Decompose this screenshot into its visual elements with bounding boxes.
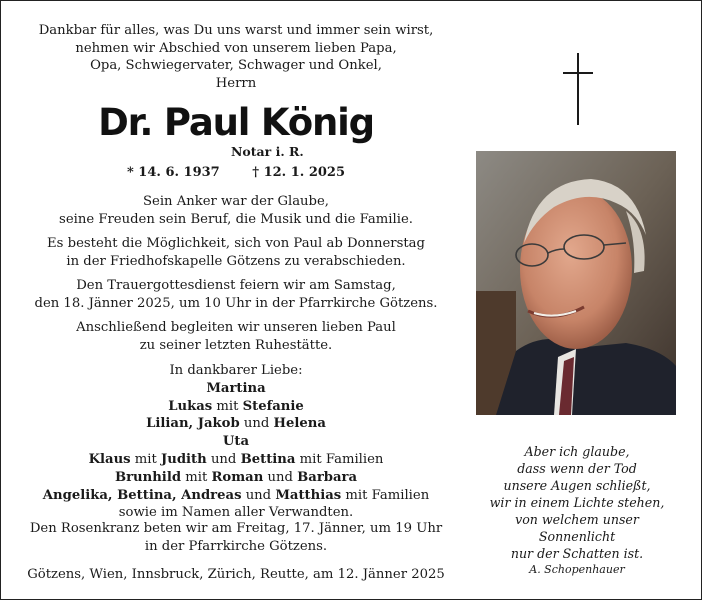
family-line [21, 415, 451, 433]
family-name: Lilian, Jakob [146, 416, 240, 432]
quote-line: nur der Schatten ist. [510, 546, 644, 561]
family-name: Lukas [168, 398, 213, 414]
family-line [21, 451, 451, 469]
quote-author: A. Schopenhauer [529, 563, 625, 576]
family-name: Matthias [275, 487, 342, 503]
family-connector: mit Familien [341, 487, 430, 503]
family-name: Uta [222, 434, 250, 450]
family-name: Klaus [88, 451, 131, 467]
deceased-title: Notar i. R. [231, 144, 304, 159]
birth-date: * 14. 6. 1937 [126, 165, 220, 180]
family-connector: und [263, 469, 298, 485]
family-connector: mit Familien [295, 451, 384, 467]
family-name: Barbara [297, 469, 358, 485]
paragraph-faith [21, 193, 451, 228]
family-name: Helena [273, 416, 326, 432]
deceased-name: Dr. Paul König [98, 101, 374, 144]
intro-line: Opa, Schwiegervater, Schwager und Onkel, [90, 58, 382, 73]
quote-line: dass wenn der Tod [517, 461, 637, 476]
family-name: Martina [206, 380, 266, 396]
rosary-text [21, 520, 451, 555]
family-line [21, 469, 451, 487]
family-name: Brunhild [114, 469, 182, 485]
family-connector: und [206, 451, 241, 467]
paragraph-service [21, 277, 451, 312]
family-connector: und [239, 416, 274, 432]
intro-text [21, 22, 451, 92]
paragraph-line: Anschließend begleiten wir unseren lieben Paul [76, 320, 396, 335]
family-connector: mit [130, 451, 161, 467]
family-name: Bettina [240, 451, 296, 467]
intro-line: Herrn [215, 75, 257, 91]
family-line [21, 380, 451, 398]
family-connector: mit [212, 398, 243, 414]
rosary-line: Den Rosenkranz beten wir am Freitag, 17. Jänner, um 19 Uhr [29, 521, 443, 536]
paragraph-line: Den Trauergottesdienst feiern wir am Samstag, [76, 278, 396, 293]
place-date-footer: Götzens, Wien, Innsbruck, Zürich, Reutte, am 12. Jänner 2025 [27, 567, 445, 582]
family-line [21, 433, 451, 451]
family-name: Judith [161, 451, 207, 467]
paragraph-line: Es besteht die Möglichkeit, sich von Paul ab Donnerstag [47, 236, 425, 251]
family-connector: und [241, 487, 276, 503]
paragraph-burial [21, 319, 451, 354]
intro-line: Dankbar für alles, was Du uns warst und immer sein wirst, [38, 23, 434, 38]
quote-line: unsere Augen schließt, [503, 478, 651, 493]
family-name: Angelika, Bettina, Andreas [42, 487, 242, 503]
quote-block [479, 443, 675, 578]
family-list [21, 362, 451, 522]
family-heading: In dankbarer Liebe: [169, 363, 303, 378]
family-connector: mit [181, 469, 212, 485]
paragraph-line: zu seiner letzten Ruhestätte. [139, 337, 333, 353]
family-line: sowie im Namen aller Verwandten. [118, 505, 354, 521]
rosary-line: in der Pfarrkirche Götzens. [144, 538, 328, 554]
quote-line: Aber ich glaube, [524, 444, 630, 459]
quote-line: wir in einem Lichte stehen, [489, 495, 665, 510]
paragraph-farewell [21, 235, 451, 270]
cross-icon [563, 53, 593, 125]
paragraph-line: Sein Anker war der Glaube, [143, 194, 329, 209]
intro-line: nehmen wir Abschied von unserem lieben Papa, [75, 40, 397, 56]
family-name: Stefanie [242, 398, 304, 414]
quote-line: von welchem unser Sonnenlicht [515, 512, 639, 544]
family-line [21, 487, 451, 505]
paragraph-line: seine Freuden sein Beruf, die Musik und die Familie. [59, 211, 413, 227]
life-dates [21, 164, 451, 182]
portrait-photo [476, 151, 676, 415]
death-date: † 12. 1. 2025 [252, 165, 346, 180]
family-name: Roman [211, 469, 264, 485]
paragraph-line: den 18. Jänner 2025, um 10 Uhr in der Pfarrkirche Götzens. [34, 295, 438, 311]
family-line [21, 398, 451, 416]
paragraph-line: in der Friedhofskapelle Götzens zu verabschieden. [66, 253, 406, 269]
